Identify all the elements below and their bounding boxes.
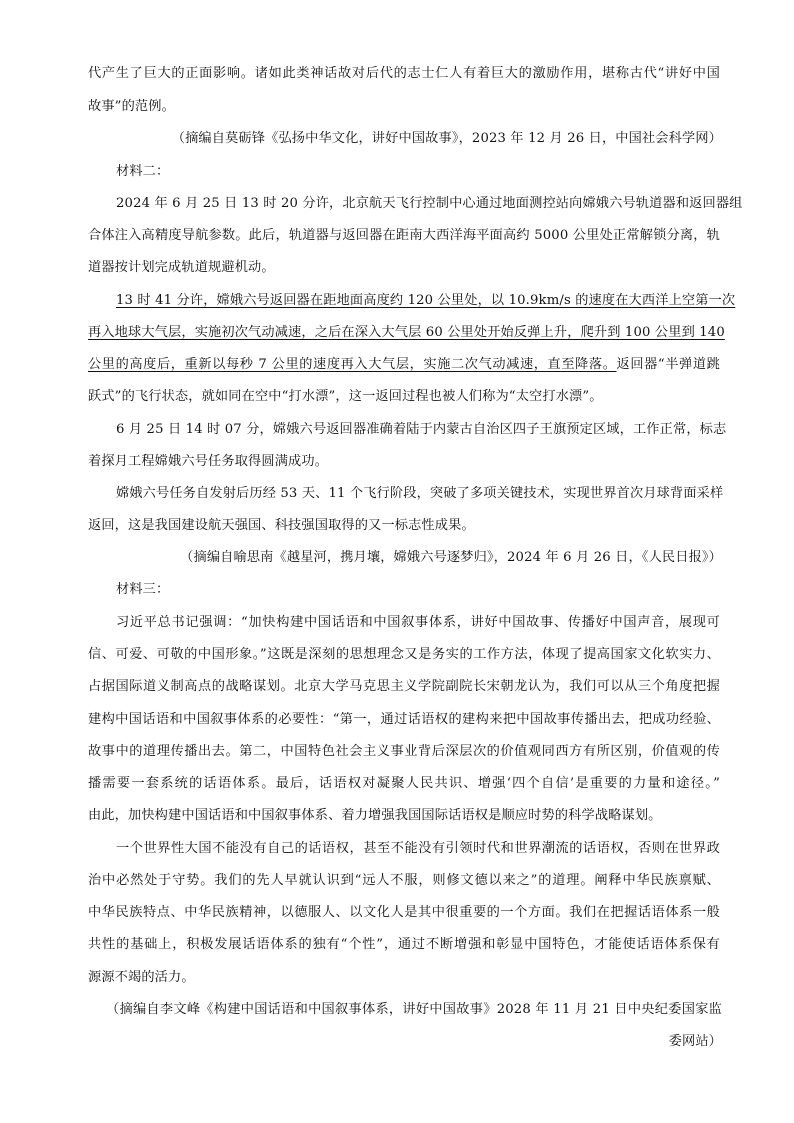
underlined-line: 再入地球大气层，实施初次气动减速，之后在深入大气层 60 公里处开始反弹上升，爬升到 100 公里到 140 — [88, 325, 725, 340]
paragraph-line: 信、可爱、可敬的中国形象。”这既是深刻的思想理念又是务实的工作方法，体现了提高国家文化软实力、 — [88, 647, 720, 662]
paragraph-line: 合体注入高精度导航参数。此后，轨道器与返回器在距南大西洋海平面高约 5000 公里处正常解锁分离，轨 — [88, 228, 720, 243]
paragraph-line: 故事中的道理传播出去。第二，中国特色社会主义事业背后深层次的价值观同西方有所区别，价值观的传 — [88, 744, 720, 759]
paragraph-line: 返回，这是我国建设航天强国、科技强国取得的又一标志性成果。 — [88, 518, 475, 533]
paragraph-line: 治中必然处于守势。我们的先人早就认识到“远人不服，则修文德以来之”的道理。阐释中华民族禀赋、 — [88, 873, 720, 888]
section-heading: 材料三： — [116, 582, 170, 597]
source-citation: （摘编自莫砺锋《弘扬中华文化，讲好中国故事》，2023 年 12 月 26 日，中国社会科学网） — [171, 131, 722, 146]
paragraph-line: 源源不竭的活力。 — [88, 970, 195, 985]
paragraph-line: 6 月 25 日 14 时 07 分，嫦娥六号返回器准确着陆于内蒙古自治区四子王旗预定区域，工作正常，标志 — [116, 422, 727, 437]
paragraph-line: 建构中国话语和中国叙事体系的必要性：“第一，通过话语权的建构来把中国故事传播出去，把成功经验、 — [88, 712, 720, 727]
paragraph-line — [88, 355, 720, 375]
source-citation: （摘编自李文峰《构建中国话语和中国叙事体系，讲好中国故事》2028 年 11 月 21 日中央纪委国家监 — [106, 1002, 722, 1017]
paragraph-line: 一个世界性大国不能没有自己的话语权，甚至不能没有引领时代和世界潮流的话语权，否则在世界政 — [116, 841, 720, 856]
source-citation: （摘编自喻思南《越星河，携月壤，嫦娥六号逐梦归》，2024 年 6 月 26 日，《人民日报》） — [180, 550, 722, 565]
paragraph-line: 嫦娥六号任务自发射后历经 53 天、11 个飞行阶段，突破了多项关键技术，实现世界首次月球背面采样 — [116, 486, 724, 501]
paragraph-line: 着探月工程嫦娥六号任务取得圆满成功。 — [88, 454, 329, 469]
paragraph-line: 故事”的范例。 — [88, 99, 175, 114]
paragraph-line: 习近平总书记强调：“加快构建中国话语和中国叙事体系，讲好中国故事、传播好中国声音，展现可 — [116, 615, 720, 630]
paragraph-line: 2024 年 6 月 25 日 13 时 20 分许，北京航天飞行控制中心通过地面测控站向嫦娥六号轨道器和返回器组 — [116, 196, 743, 211]
paragraph-line: 道器按计划完成轨道规避机动。 — [88, 260, 275, 275]
paragraph-line: 占据国际道义制高点的战略谋划。北京大学马克思主义学院副院长宋朝龙认为，我们可以从三个角度把握 — [88, 679, 720, 694]
paragraph-line: 代产生了巨大的正面影响。诸如此类神话故对后代的志士仁人有着巨大的激励作用，堪称古代“讲好中国 — [88, 66, 720, 81]
section-heading: 材料二： — [116, 164, 170, 179]
underlined-line: 13 时 41 分许，嫦娥六号返回器在距地面高度约 120 公里处，以 10.9km/s 的速度在大西洋上空第一次 — [116, 293, 736, 308]
paragraph-line: 中华民族特点、中华民族精神，以德服人、以文化人是其中很重要的一个方面。我们在把握话语体系一般 — [88, 905, 720, 920]
underlined-text: 公里的高度后，重新以每秒 7 公里的速度再入大气层，实施二次气动减速，直至降落。 — [88, 357, 617, 372]
paragraph-text: 返回器“半弹道跳 — [616, 357, 720, 372]
source-citation: 委网站） — [668, 1034, 722, 1049]
paragraph-line: 由此，加快构建中国话语和中国叙事体系、着力增强我国国际话语权是顺应时势的科学战略谋划。 — [88, 808, 662, 823]
paragraph-line: 跃式”的飞行状态，就如同在空中“打水漂”，这一返回过程也被人们称为“太空打水漂”。 — [88, 389, 603, 404]
paragraph-line: 播需要一套系统的话语体系。最后，话语权对凝聚人民共识、增强‘四个自信’是重要的力量和途径。” — [88, 776, 720, 791]
paragraph-line: 共性的基础上，积极发展话语体系的独有“个性”，通过不断增强和彰显中国特色，才能使话语体系保有 — [88, 937, 720, 952]
